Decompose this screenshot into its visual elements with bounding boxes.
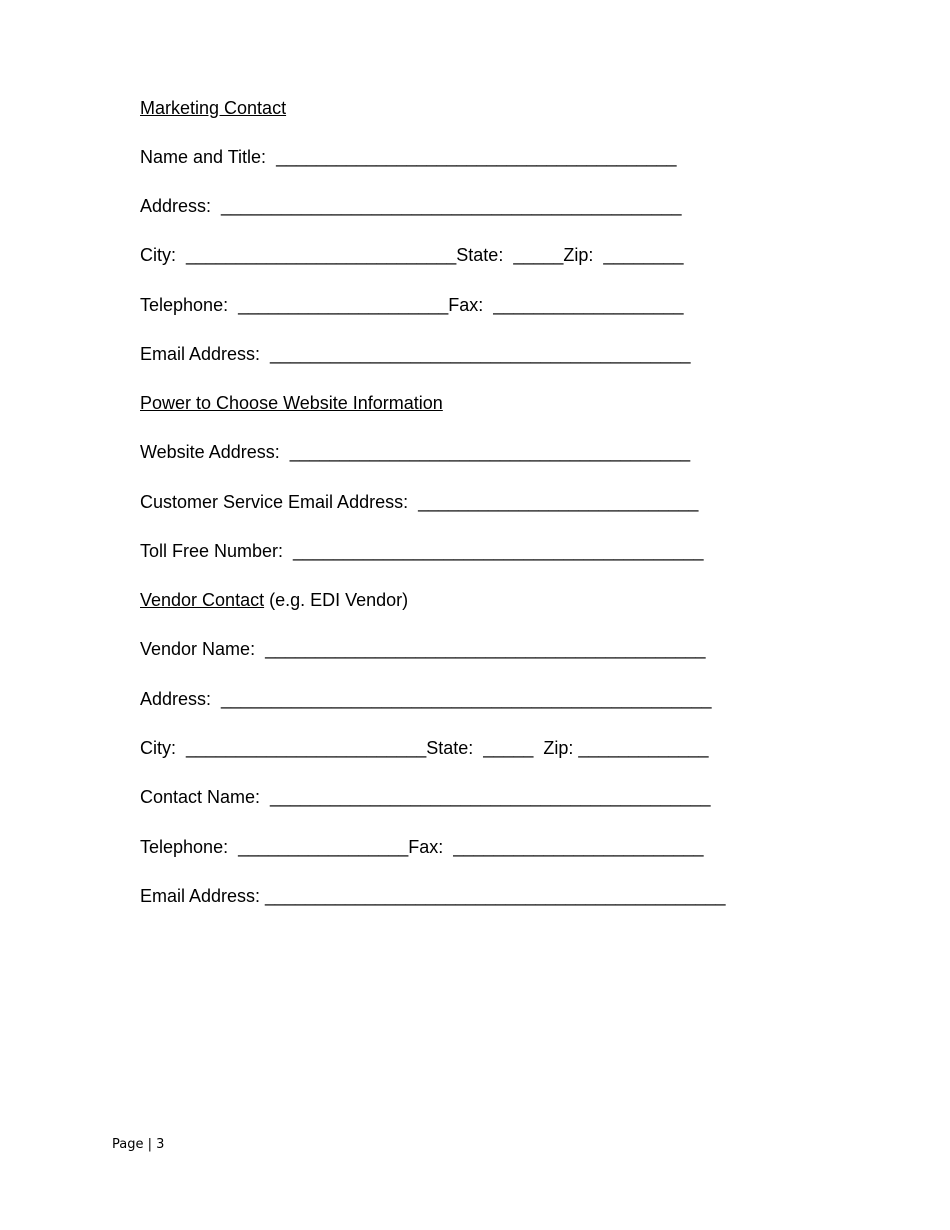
marketing-name-title-field[interactable]: Name and Title: ________________________________________ xyxy=(140,147,677,167)
vendor-contact-heading-note: (e.g. EDI Vendor) xyxy=(264,590,409,610)
website-address-field[interactable]: Website Address: ________________________________________ xyxy=(140,442,691,462)
vendor-contact-name-field[interactable]: Contact Name: ____________________________________________ xyxy=(140,787,711,807)
vendor-telephone-fax-field[interactable]: Telephone: _________________Fax: _________________________ xyxy=(140,837,704,857)
page-number-footer: Page | 3 xyxy=(112,1137,165,1152)
vendor-email-field[interactable]: Email Address: ______________________________________________ xyxy=(140,886,726,906)
marketing-address-field[interactable]: Address: ______________________________________________ xyxy=(140,196,682,216)
customer-service-email-field[interactable]: Customer Service Email Address: ____________________________ xyxy=(140,492,699,512)
vendor-name-field[interactable]: Vendor Name: ____________________________________________ xyxy=(140,639,706,659)
vendor-address-field[interactable]: Address: _________________________________________________ xyxy=(140,689,712,709)
vendor-contact-heading: Vendor Contact xyxy=(140,590,265,610)
marketing-contact-heading: Marketing Contact xyxy=(140,98,287,118)
toll-free-number-field[interactable]: Toll Free Number: _________________________________________ xyxy=(140,541,704,561)
marketing-telephone-fax-field[interactable]: Telephone: _____________________Fax: ___________________ xyxy=(140,295,684,315)
marketing-city-state-zip-field[interactable]: City: ___________________________State: _____Zip: ________ xyxy=(140,245,684,265)
website-info-heading: Power to Choose Website Information xyxy=(140,393,443,413)
vendor-city-state-zip-field[interactable]: City: ________________________State: _____ Zip: _____________ xyxy=(140,738,709,758)
vendor-contact-heading-line xyxy=(140,589,408,611)
marketing-email-field[interactable]: Email Address: __________________________________________ xyxy=(140,344,691,364)
